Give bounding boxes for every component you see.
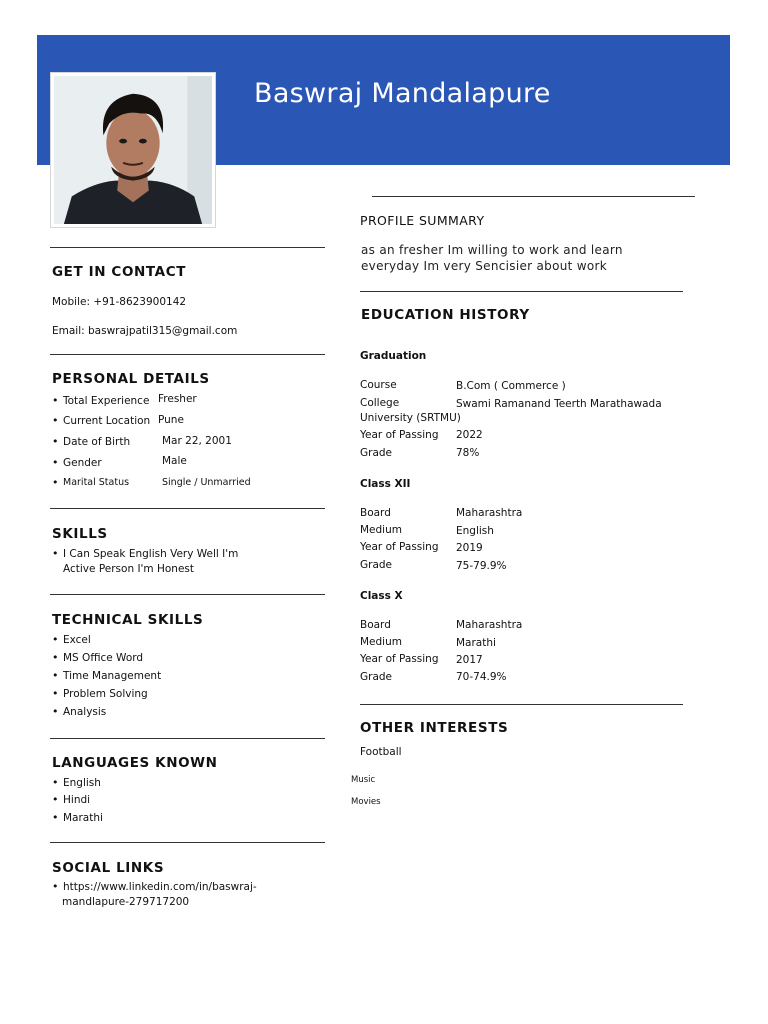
skills-heading: SKILLS (52, 526, 108, 542)
edu-value: 70-74.9% (456, 671, 507, 683)
email-text: Email: baswrajpatil315@gmail.com (52, 325, 238, 337)
edu-value: 2022 (456, 429, 483, 441)
edu-value: 2019 (456, 542, 483, 554)
edu-value: Marathi (456, 637, 496, 649)
edu-value: 75-79.9% (456, 560, 507, 572)
language-item: • Marathi (52, 812, 103, 824)
interest-item: Music (351, 775, 376, 785)
edu-value: 2017 (456, 654, 483, 666)
profile-summary-text: as an fresher Im willing to work and learn (361, 243, 623, 257)
personal-label: • Marital Status (52, 477, 129, 488)
divider (50, 842, 325, 843)
personal-heading: PERSONAL DETAILS (52, 371, 210, 387)
divider (50, 247, 325, 248)
personal-value: Fresher (158, 393, 197, 405)
language-item: • Hindi (52, 794, 90, 806)
edu-label: Course (360, 379, 397, 391)
personal-value: Male (162, 455, 187, 467)
interests-heading: OTHER INTERESTS (360, 720, 509, 736)
technical-item: • Analysis (52, 706, 106, 718)
edu-value: B.Com ( Commerce ) (456, 380, 566, 392)
technical-item: • Problem Solving (52, 688, 148, 700)
edu-value: English (456, 525, 494, 537)
personal-label: • Current Location (52, 415, 150, 427)
contact-heading: GET IN CONTACT (52, 264, 187, 280)
edu-value: Swami Ramanand Teerth Marathawada (456, 398, 662, 410)
class12-heading: Class XII (360, 478, 411, 490)
class10-heading: Class X (360, 590, 403, 602)
interest-item: Football (360, 746, 402, 758)
graduation-heading: Graduation (360, 350, 427, 362)
candidate-name: Baswraj Mandalapure (254, 78, 551, 109)
edu-label: Grade (360, 671, 393, 683)
divider (50, 738, 325, 739)
linkedin-link[interactable]: • https://www.linkedin.com/in/baswraj- (52, 881, 257, 893)
edu-label: Year of Passing (360, 429, 439, 441)
divider (50, 594, 325, 595)
technical-item: • MS Office Word (52, 652, 143, 664)
personal-value: Mar 22, 2001 (162, 435, 232, 447)
edu-label: Board (360, 507, 391, 519)
edu-label: Year of Passing (360, 541, 439, 553)
technical-item: • Excel (52, 634, 91, 646)
personal-label: • Total Experience (52, 395, 149, 407)
edu-value: 78% (456, 447, 480, 459)
skills-text-cont: Active Person I'm Honest (63, 563, 195, 575)
edu-label: Medium (360, 524, 402, 536)
divider (360, 704, 683, 705)
language-item: • English (52, 777, 101, 789)
profile-heading: PROFILE SUMMARY (360, 213, 485, 228)
edu-label: Grade (360, 559, 393, 571)
personal-value: Pune (158, 414, 184, 426)
technical-item: • Time Management (52, 670, 161, 682)
edu-label: Year of Passing (360, 653, 439, 665)
edu-value-cont: University (SRTMU) (360, 412, 461, 424)
social-heading: SOCIAL LINKS (52, 860, 165, 876)
edu-label: Medium (360, 636, 402, 648)
edu-label: Grade (360, 447, 393, 459)
personal-label: • Date of Birth (52, 436, 130, 448)
profile-summary-text-cont: everyday Im very Sencisier about work (361, 259, 607, 273)
edu-value: Maharashtra (456, 619, 523, 631)
technical-heading: TECHNICAL SKILLS (52, 612, 204, 628)
linkedin-link-cont[interactable]: mandlapure-279717200 (62, 896, 190, 908)
education-heading: EDUCATION HISTORY (361, 307, 530, 323)
divider (50, 508, 325, 509)
mobile-text: Mobile: +91-8623900142 (52, 296, 187, 308)
divider (360, 291, 683, 292)
edu-value: Maharashtra (456, 507, 523, 519)
edu-label: College (360, 397, 400, 409)
skills-text: • I Can Speak English Very Well I'm (52, 548, 238, 560)
profile-photo-image (54, 76, 212, 224)
languages-heading: LANGUAGES KNOWN (52, 755, 218, 771)
personal-value: Single / Unmarried (162, 477, 251, 488)
personal-label: • Gender (52, 457, 102, 469)
profile-photo (50, 72, 216, 228)
interest-item: Movies (351, 797, 381, 807)
divider (372, 196, 695, 197)
divider (50, 354, 325, 355)
edu-label: Board (360, 619, 391, 631)
